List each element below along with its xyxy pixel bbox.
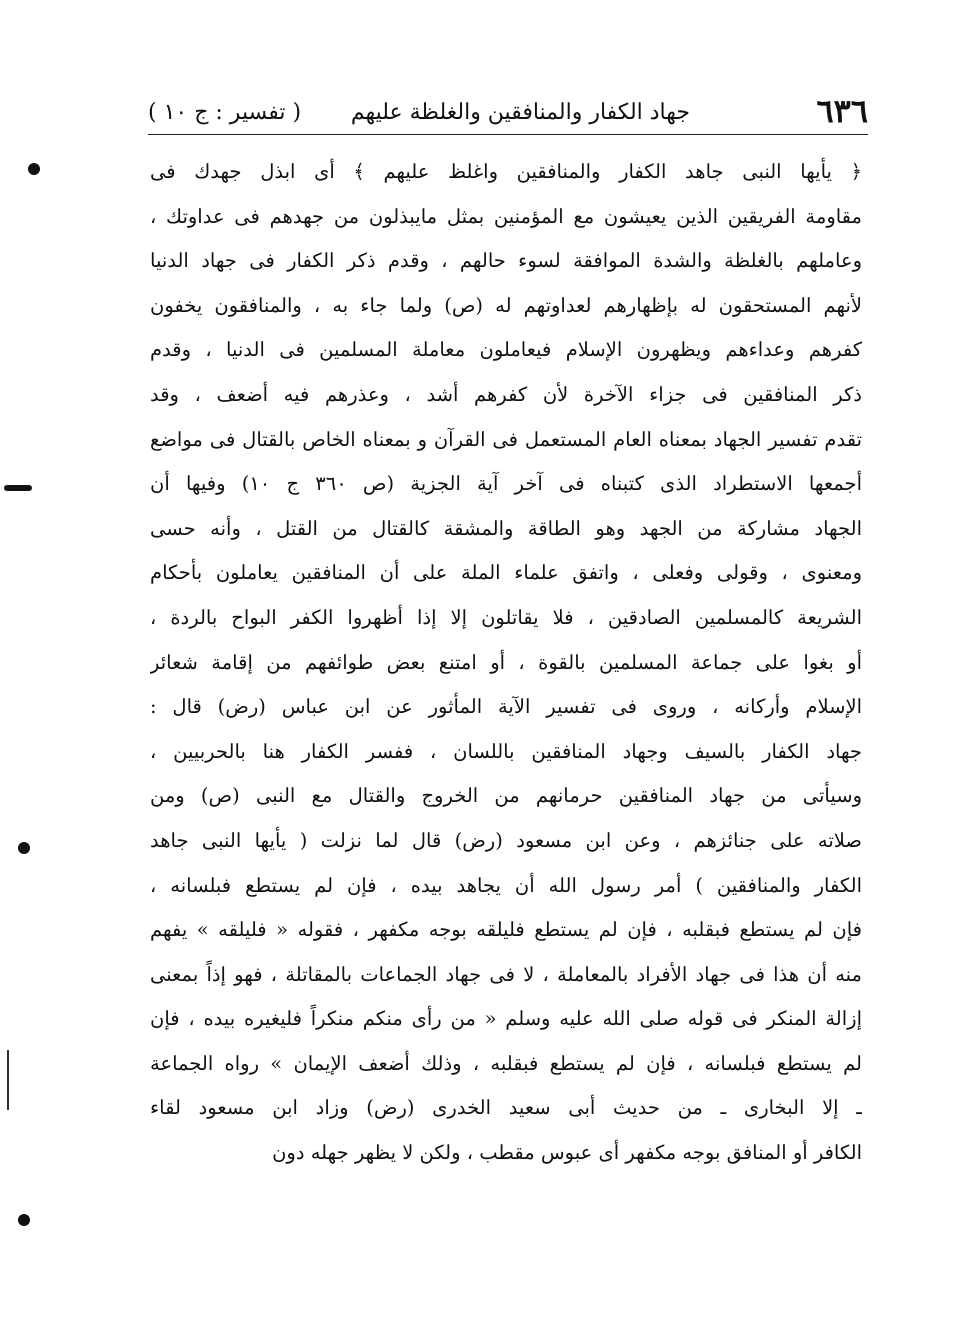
body-text <box>150 150 862 1176</box>
text-line: الكافر أو المنافق بوجه مكفهر أى عبوس مقطب ، ولكن لا يظهر جهله دون <box>272 1141 862 1165</box>
text-line: لم يستطع فبلسانه ، فإن لم يستطع فبقلبه ، وذلك أضعف الإيمان » رواه الجماعة <box>150 1051 862 1075</box>
text-line: مقاومة الفريقين الذين يعيشون مع المؤمنين بمثل مايبذلون من جهدهم فى عداوتك ، <box>150 204 862 228</box>
page-number: ٦٣٦ <box>816 92 868 130</box>
text-line: فإن لم يستطع فبقلبه ، فإن لم يستطع فليلقه بوجه مكفهر ، فقوله « فليلقه » يفهم <box>150 918 862 942</box>
text-line: لأنهم المستحقون له بإظهارهم لعداوتهم له (ص) ولما جاء به ، والمنافقون يخفون <box>150 293 862 317</box>
scan-edge-mark <box>7 1050 9 1110</box>
text-line: الجهاد مشاركة من الجهد وهو الطاقة والمشقة كالقتال من القتل ، وأنه حسى <box>150 516 862 540</box>
scan-hole-mark <box>18 842 30 854</box>
text-line: وسيأتى من جهاد المنافقين حرمانهم من الخروج والقتال مع النبى (ص) ومن <box>150 784 862 808</box>
scan-hole-mark <box>18 1214 30 1226</box>
text-line: ذكر المنافقين فى جزاء الآخرة لأن كفرهم أشد ، وعذرهم فيه أضعف ، وقد <box>150 382 862 406</box>
text-line: أو بغوا على جماعة المسلمين بالقوة ، أو امتنع بعض طوائفهم من إقامة شعائر <box>150 650 862 674</box>
text-line: وعاملهم بالغلظة والشدة الموافقة لسوء حالهم ، وقدم ذكر الكفار فى جهاد الدنيا <box>150 249 862 273</box>
text-line: ـ إلا البخارى ـ من حديث أبى سعيد الخدرى (رض) وزاد ابن مسعود لقاء <box>150 1096 862 1120</box>
page-header <box>148 90 868 134</box>
text-line: إزالة المنكر فى قوله صلى الله عليه وسلم « من رأى منكم منكراً فليغيره بيده ، فإن <box>150 1007 862 1031</box>
text-line: جهاد الكفار بالسيف وجهاد المنافقين باللسان ، ففسر الكفار هنا بالحربيين ، <box>150 739 862 763</box>
text-line: صلاته على جنائزهم ، وعن ابن مسعود (رض) قال لما نزلت ( يأيها النبى جاهد <box>150 828 862 852</box>
scan-hole-mark <box>4 485 32 491</box>
text-line: تقدم تفسير الجهاد بمعناه العام المستعمل فى القرآن و بمعناه الخاص بالقتال فى مواضع <box>150 427 862 451</box>
text-line: ومعنوى ، وقولى وفعلى ، واتفق علماء الملة على أن المنافقين يعاملون بأحكام <box>150 561 862 585</box>
text-line: الكفار والمنافقين ) أمر رسول الله أن يجاهد بيده ، فإن لم يستطع فبلسانه ، <box>150 873 862 897</box>
text-line: أجمعها الاستطراد الذى كتبناه فى آخر آية الجزية (ص ٣٦٠ ج ١٠) وفيها أن <box>150 472 862 496</box>
text-line: ﴿ يأيها النبى جاهد الكفار والمنافقين واغلظ عليهم ﴾ أى ابذل جهدك فى <box>150 160 862 183</box>
text-line: منه أن هذا فى جهاد الأفراد بالمعاملة ، لا فى جهاد الجماعات بالمقاتلة ، فهو إذاً بمعنى <box>150 962 862 986</box>
header-reference: ( تفسير : ج ١٠ ) <box>148 100 302 125</box>
text-line: الإسلام وأركانه ، وروى فى تفسير الآية المأثور عن ابن عباس (رض) قال : <box>150 695 862 719</box>
scan-hole-mark <box>28 163 40 175</box>
text-line: الشريعة كالمسلمين الصادقين ، فلا يقاتلون إلا إذا أظهروا الكفر البواح بالردة ، <box>150 605 862 629</box>
header-title: جهاد الكفار والمنافقين والغلظة عليهم <box>350 100 690 125</box>
header-rule <box>148 134 868 135</box>
text-line: كفرهم وعداءهم ويظهرون الإسلام فيعاملون معاملة المسلمين فى الدنيا ، وقدم <box>150 338 862 362</box>
